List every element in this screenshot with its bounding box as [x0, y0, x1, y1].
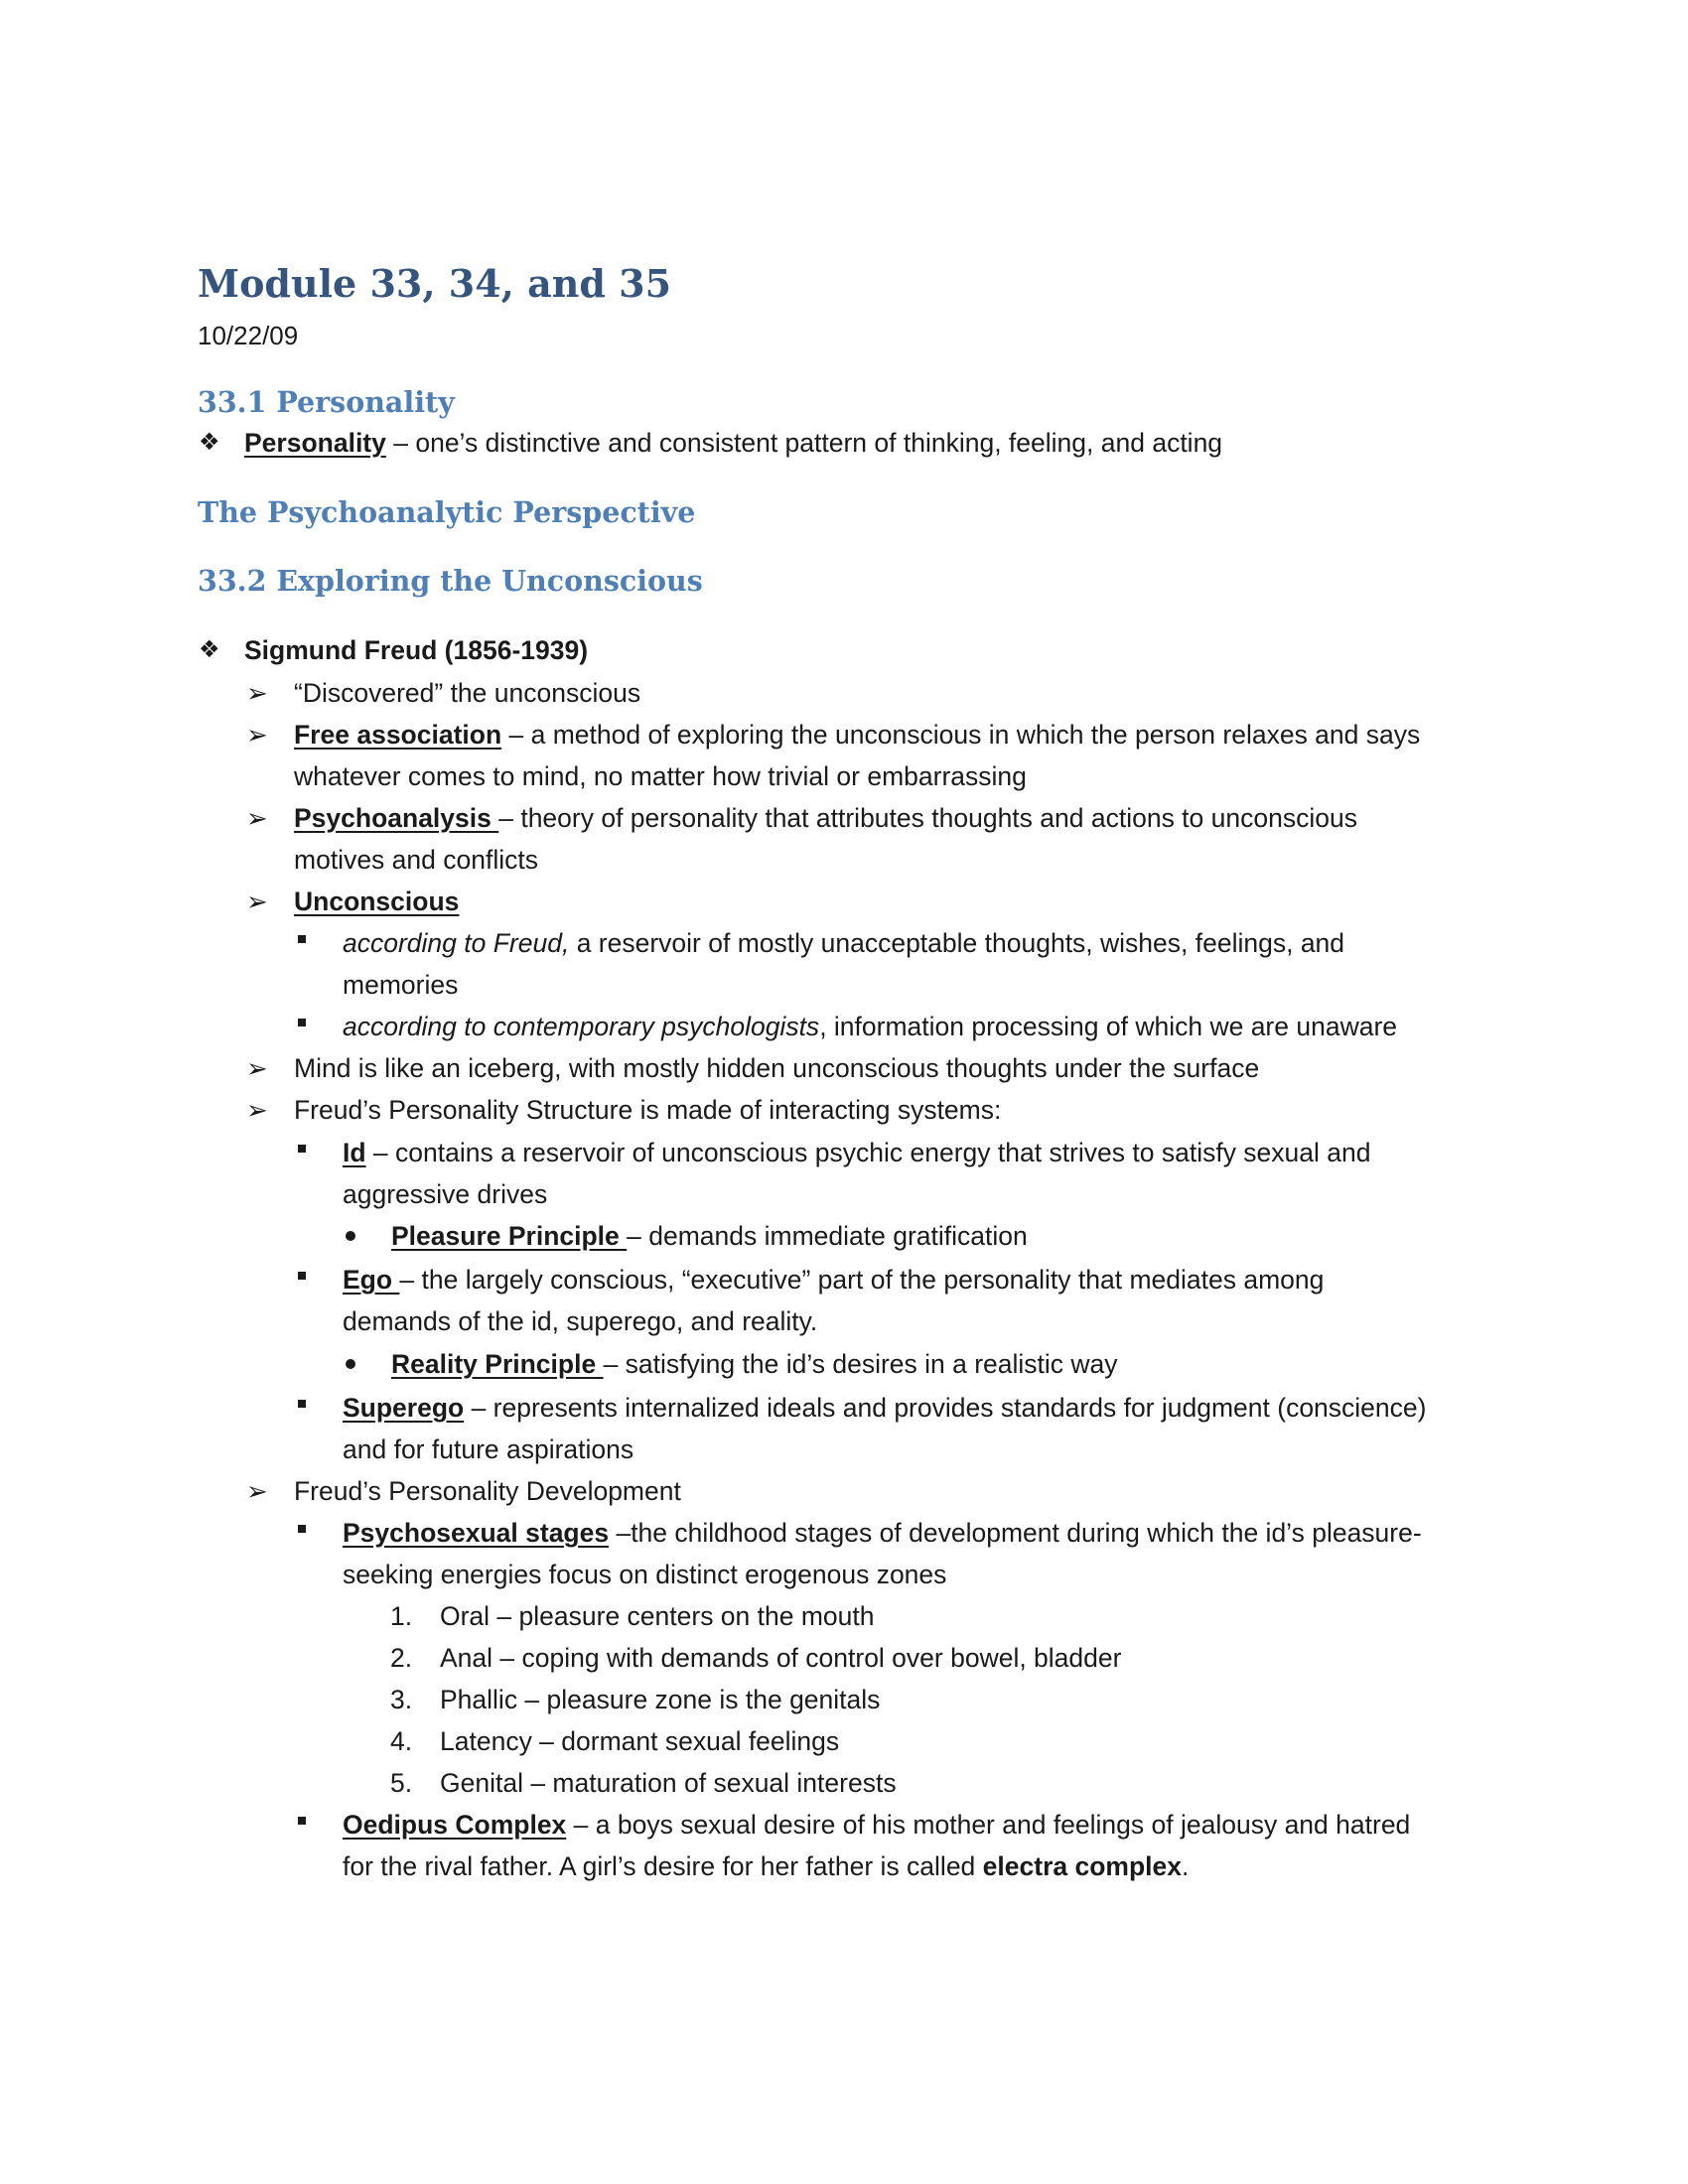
- development-intro: Freud’s Personality Development: [294, 1476, 681, 1506]
- superego-line1: [343, 1387, 1426, 1429]
- term-unconscious: Unconscious: [294, 887, 460, 916]
- free-association-line2: whatever comes to mind, no matter how trivial or embarrassing: [294, 761, 1027, 791]
- unconscious-line: [294, 881, 459, 922]
- arrow-bullet-icon: ➢: [246, 887, 268, 916]
- diamond-bullet-icon: ❖: [199, 636, 220, 663]
- psychosexual-line1: [343, 1512, 1422, 1554]
- document-title: Module 33, 34, and 35: [198, 261, 672, 306]
- id-line2: aggressive drives: [343, 1179, 548, 1209]
- term-oedipus-complex: Oedipus Complex: [343, 1810, 567, 1840]
- square-bullet-icon: [298, 1019, 306, 1026]
- oedipus-text: – a boys sexual desire of his mother and feelings of jealousy and hatred: [566, 1810, 1411, 1840]
- psychosexual-text: –the childhood stages of development during which the id’s pleasure-: [609, 1518, 1422, 1548]
- unconscious-contemporary-italic: according to contemporary psychologists: [343, 1012, 820, 1041]
- psychoanalysis-text: – theory of personality that attributes thoughts and actions to unconscious: [498, 803, 1357, 833]
- arrow-bullet-icon: ➢: [246, 1053, 268, 1083]
- diamond-bullet-icon: ❖: [199, 429, 220, 456]
- unconscious-contemporary-text: , information processing of which we are unaware: [819, 1012, 1398, 1041]
- free-association-text: – a method of exploring the unconscious in which the person relaxes and says: [501, 720, 1421, 750]
- oedipus-line2-end: .: [1182, 1851, 1190, 1881]
- arrow-bullet-icon: ➢: [246, 1095, 268, 1125]
- ego-text: – the largely conscious, “executive” part of the personality that mediates among: [399, 1265, 1325, 1295]
- discovered-line: “Discovered” the unconscious: [294, 678, 641, 708]
- stage-item: Oral – pleasure centers on the mouth: [440, 1601, 875, 1631]
- document-date: 10/22/09: [198, 321, 299, 350]
- superego-line2: and for future aspirations: [343, 1434, 634, 1464]
- square-bullet-icon: [298, 1272, 306, 1280]
- stage-number: 5.: [390, 1768, 413, 1798]
- ego-line1: [343, 1259, 1324, 1300]
- pleasure-principle-text: – demands immediate gratification: [627, 1221, 1028, 1251]
- heading-33-1: 33.1 Personality: [198, 385, 455, 419]
- arrow-bullet-icon: ➢: [246, 1476, 268, 1506]
- unconscious-freud-line2: memories: [343, 970, 459, 1000]
- stage-number: 2.: [390, 1643, 413, 1673]
- round-bullet-icon: [346, 1231, 355, 1241]
- arrow-bullet-icon: ➢: [246, 720, 268, 750]
- unconscious-contemporary-line: [343, 1006, 1397, 1047]
- heading-33-2: 33.2 Exploring the Unconscious: [198, 564, 703, 598]
- term-psychoanalysis: Psychoanalysis: [294, 803, 499, 833]
- ego-line2: demands of the id, superego, and reality.: [343, 1306, 818, 1336]
- arrow-bullet-icon: ➢: [246, 803, 268, 833]
- square-bullet-icon: [298, 1817, 306, 1825]
- freud-heading: Sigmund Freud (1856-1939): [244, 635, 589, 665]
- personality-def-text: – one’s distinctive and consistent pattern of thinking, feeling, and acting: [385, 428, 1223, 458]
- id-line1: [343, 1132, 1370, 1173]
- round-bullet-icon: [346, 1359, 355, 1369]
- oedipus-line2: [343, 1845, 1189, 1887]
- term-superego: Superego: [343, 1393, 465, 1423]
- reality-principle-text: – satisfying the id’s desires in a realistic way: [603, 1349, 1118, 1379]
- stage-number: 4.: [390, 1726, 413, 1756]
- square-bullet-icon: [298, 1525, 306, 1533]
- term-psychosexual-stages: Psychosexual stages: [343, 1518, 610, 1548]
- square-bullet-icon: [298, 1145, 306, 1153]
- stage-number: 3.: [390, 1685, 413, 1714]
- stage-number: 1.: [390, 1601, 413, 1631]
- unconscious-freud-line1: [343, 922, 1344, 964]
- term-ego: Ego: [343, 1265, 400, 1295]
- stage-item: Anal – coping with demands of control over bowel, bladder: [440, 1643, 1122, 1673]
- term-reality-principle: Reality Principle: [391, 1349, 604, 1379]
- square-bullet-icon: [298, 1400, 306, 1408]
- oedipus-line2-text: for the rival father. A girl’s desire for her father is called: [343, 1851, 983, 1881]
- unconscious-freud-italic: according to Freud,: [343, 928, 570, 958]
- stage-item: Phallic – pleasure zone is the genitals: [440, 1685, 881, 1714]
- id-text: – contains a reservoir of unconscious psychic energy that strives to satisfy sexual and: [365, 1138, 1371, 1167]
- arrow-bullet-icon: ➢: [246, 678, 268, 708]
- psychoanalysis-line2: motives and conflicts: [294, 845, 538, 875]
- reality-principle-line: [391, 1343, 1118, 1385]
- personality-definition: [244, 422, 1222, 464]
- iceberg-line: Mind is like an iceberg, with mostly hidden unconscious thoughts under the surface: [294, 1053, 1260, 1083]
- pleasure-principle-line: [391, 1215, 1028, 1257]
- term-electra-complex: electra complex: [982, 1851, 1183, 1881]
- term-free-association: Free association: [294, 720, 502, 750]
- term-id: Id: [343, 1138, 366, 1167]
- stage-item: Latency – dormant sexual feelings: [440, 1726, 840, 1756]
- psychosexual-line2: seeking energies focus on distinct erogenous zones: [343, 1560, 947, 1589]
- superego-text: – represents internalized ideals and provides standards for judgment (conscience): [464, 1393, 1427, 1423]
- free-association-line1: [294, 714, 1420, 755]
- term-personality: Personality: [244, 428, 386, 458]
- unconscious-freud-text: a reservoir of mostly unacceptable thoughts, wishes, feelings, and: [569, 928, 1345, 958]
- stage-item: Genital – maturation of sexual interests: [440, 1768, 897, 1798]
- heading-psychoanalytic-perspective: The Psychoanalytic Perspective: [198, 495, 696, 529]
- structure-intro: Freud’s Personality Structure is made of interacting systems:: [294, 1095, 1002, 1125]
- psychoanalysis-line1: [294, 797, 1357, 839]
- oedipus-line1: [343, 1804, 1410, 1845]
- term-pleasure-principle: Pleasure Principle: [391, 1221, 628, 1251]
- square-bullet-icon: [298, 935, 306, 943]
